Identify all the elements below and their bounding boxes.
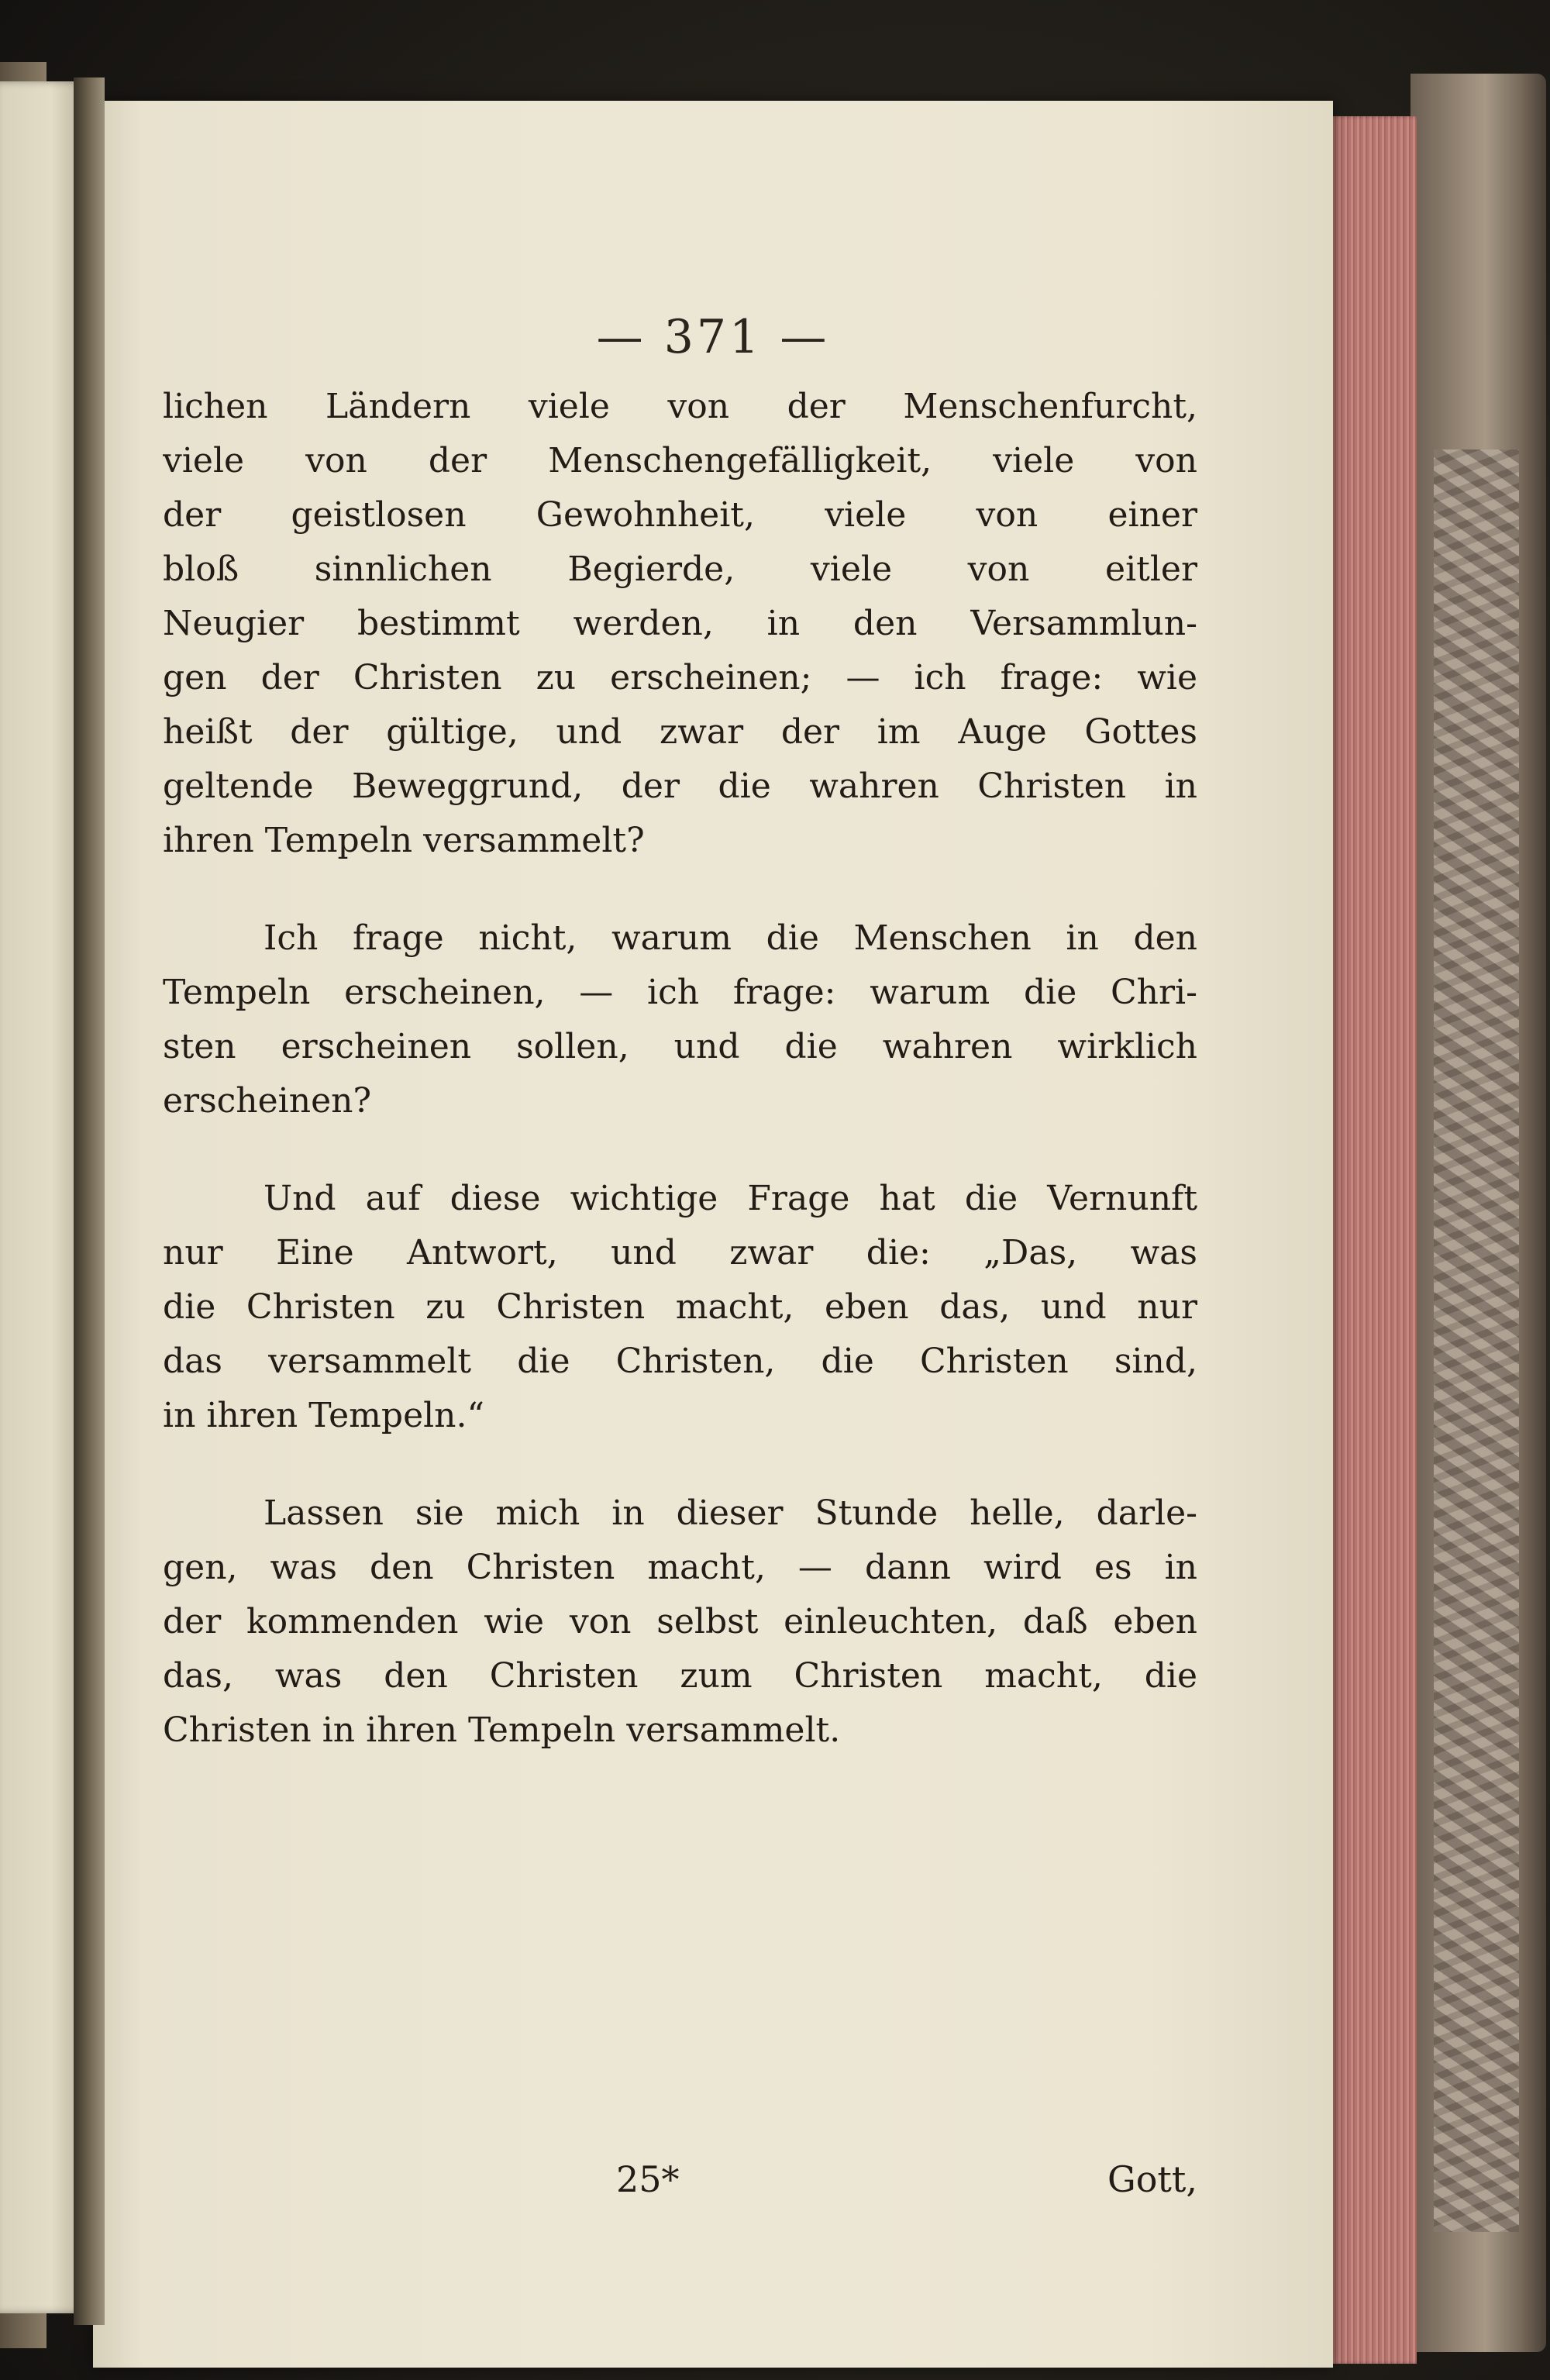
text-line: nur Eine Antwort, und zwar die: „Das, was xyxy=(163,1233,1197,1273)
page-body xyxy=(163,380,1197,1801)
text-line: die Christen zu Christen macht, eben das, und nur xyxy=(163,1287,1197,1327)
text-line: Und auf diese wichtige Frage hat die Vernunft xyxy=(264,1179,1197,1218)
signature-mark: 25* xyxy=(616,2158,680,2200)
text-line: Lassen sie mich in dieser Stunde helle, darle- xyxy=(264,1493,1197,1533)
text-line: der kommenden wie von selbst einleuchten, daß eben xyxy=(163,1602,1197,1641)
text-line: der geistlosen Gewohnheit, viele von einer xyxy=(163,495,1197,535)
left-page-edge xyxy=(0,81,85,2313)
text-line: bloß sinnlichen Begierde, viele von eitler xyxy=(163,549,1197,589)
page-footer xyxy=(163,2158,1197,2213)
text-line: ihren Tempeln versammelt? xyxy=(163,821,645,860)
text-line: sten erscheinen sollen, und die wahren wirklich xyxy=(163,1027,1197,1066)
text-line: erscheinen? xyxy=(163,1081,372,1121)
paragraph-3 xyxy=(163,1172,1197,1443)
text-line: lichen Ländern viele von der Menschenfurcht, xyxy=(163,387,1197,426)
paragraph-2 xyxy=(163,911,1197,1128)
text-line: geltende Beweggrund, der die wahren Christen in xyxy=(163,766,1197,806)
red-page-edges xyxy=(1330,116,1417,2364)
text-line: viele von der Menschengefälligkeit, viele von xyxy=(163,441,1197,480)
text-line: Neugier bestimmt werden, in den Versammlun- xyxy=(163,604,1197,643)
book-gutter xyxy=(74,77,105,2325)
text-line: heißt der gültige, und zwar der im Auge Gottes xyxy=(163,712,1197,752)
text-line: in ihren Tempeln.“ xyxy=(163,1396,484,1435)
paragraph-4 xyxy=(163,1486,1197,1758)
text-line: das versammelt die Christen, die Christen sind, xyxy=(163,1342,1197,1381)
text-line: Ich frage nicht, warum die Menschen in den xyxy=(264,918,1197,958)
catchword: Gott, xyxy=(1107,2158,1197,2200)
page-number: — 371 — xyxy=(596,310,830,364)
text-line: Tempeln erscheinen, — ich frage: warum die Chri- xyxy=(163,973,1197,1012)
book-page xyxy=(93,101,1333,2368)
text-line: gen der Christen zu erscheinen; — ich frage: wie xyxy=(163,658,1197,697)
text-line: Christen in ihren Tempeln versammelt. xyxy=(163,1710,841,1750)
paragraph-1 xyxy=(163,380,1197,868)
text-line: das, was den Christen zum Christen macht, die xyxy=(163,1656,1197,1696)
text-line: gen, was den Christen macht, — dann wird es in xyxy=(163,1548,1197,1587)
marbled-cover-paper xyxy=(1434,449,1519,2232)
